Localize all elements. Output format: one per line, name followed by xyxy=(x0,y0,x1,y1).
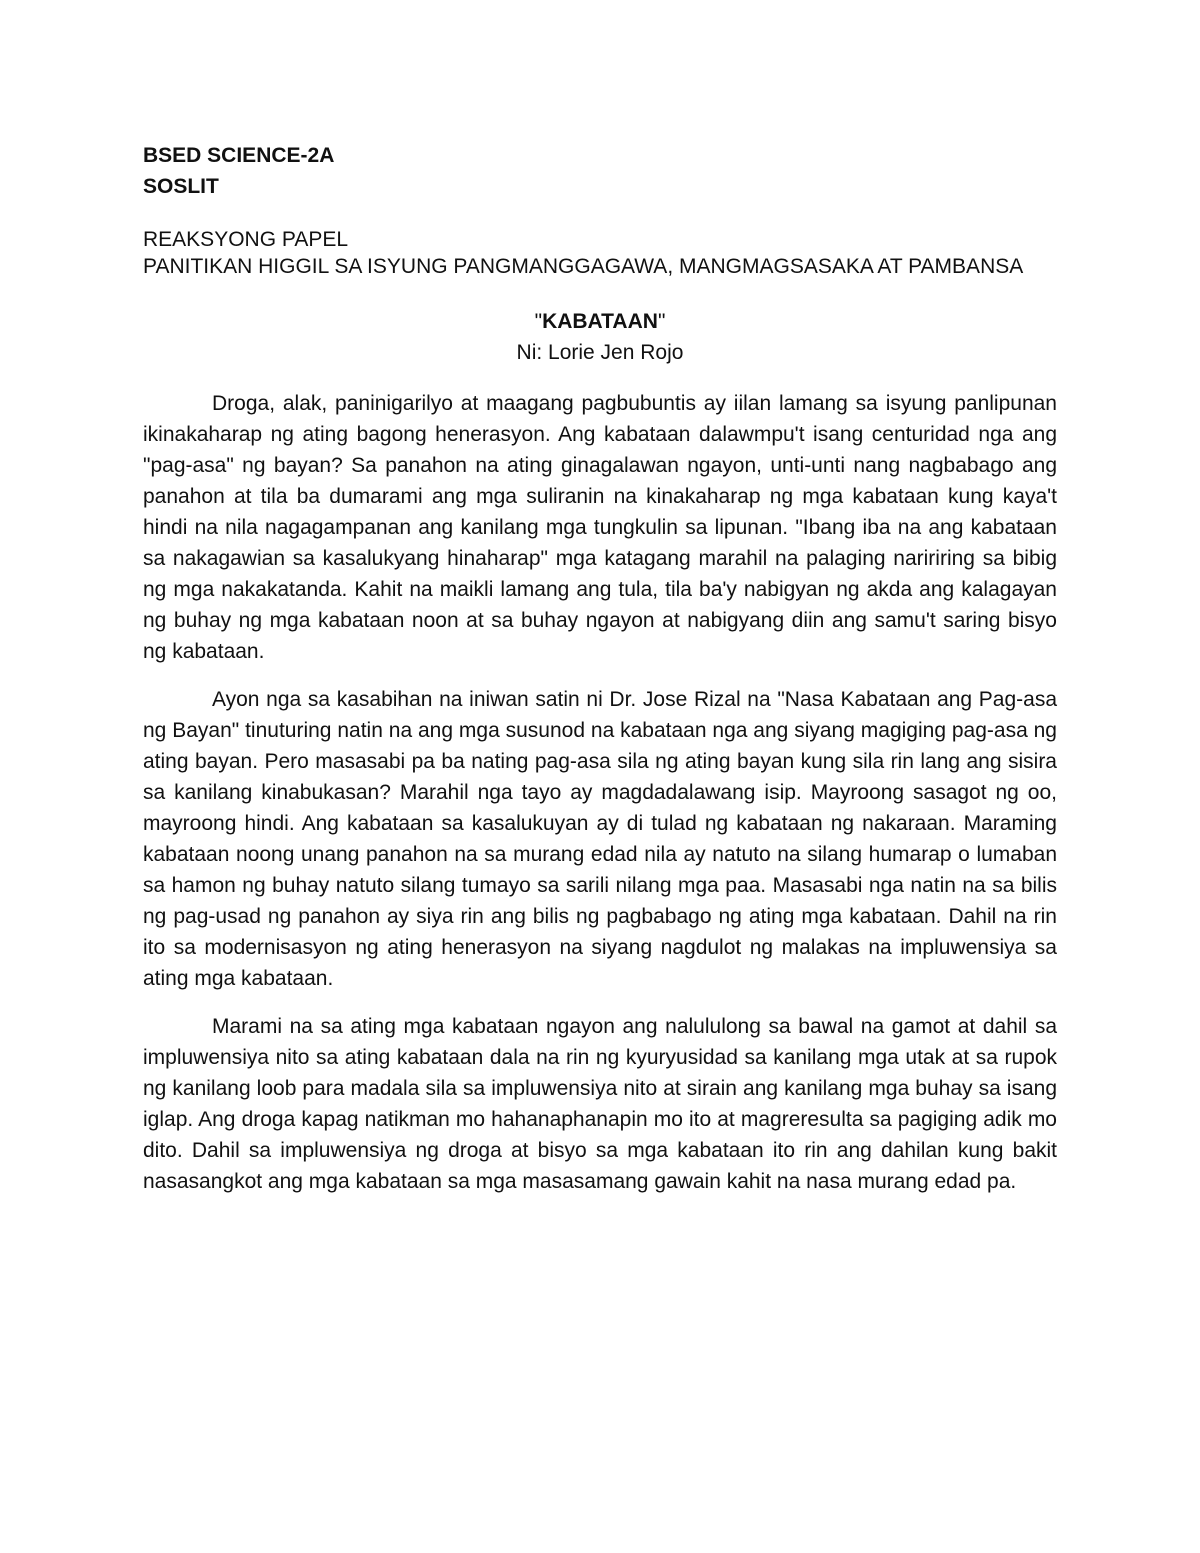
title-open-quote: " xyxy=(534,310,543,333)
document-page xyxy=(143,140,1057,1214)
course-section: BSED SCIENCE-2A xyxy=(143,144,335,167)
author-byline: Ni: Lorie Jen Rojo xyxy=(516,341,684,364)
paper-type: REAKSYONG PAPEL xyxy=(143,228,349,251)
title-text: KABATAAN xyxy=(542,310,658,333)
paper-topic: PANITIKAN HIGGIL SA ISYUNG PANGMANGGAGAWA, MANGMAGSASAKA AT PAMBANSA xyxy=(143,255,1024,278)
subject-code: SOSLIT xyxy=(143,175,219,198)
body-paragraph-2: Ayon nga sa kasabihan na iniwan satin ni Dr. Jose Rizal na "Nasa Kabataan ang Pag-asa ng Bayan" tinuturing natin na ang mga susunod na kabataan nga ang siyang magiging pag-asa ng ating bayan. Pero masasabi pa ba nating pag-asa sila ng ating bayan kung sila rin lang ang sisira sa kanilang kinabukasan? Marahil nga tayo ay magdadalawang isip. Mayroong sasagot ng oo, mayroong hindi. Ang kabataan sa kasalukuyan ay di tulad ng kabataan ng nakaraan. Maraming kabataan noong unang panahon na sa murang edad nila ay natuto na silang humarap o lumaban sa hamon ng buhay natuto silang tumayo sa sarili nilang mga paa. Masasabi nga natin na sa bilis ng pag-usad ng panahon ay siya rin ang bilis ng pagbabago ng ating mga kabataan. Dahil na rin ito sa modernisasyon ng ating henerasyon na siyang nagdulot ng malakas na impluwensiya sa ating mga kabataan. xyxy=(143,688,1057,990)
title-close-quote: " xyxy=(657,310,666,333)
spacer xyxy=(143,280,1057,306)
body-paragraph-3: Marami na sa ating mga kabataan ngayon ang nalululong sa bawal na gamot at dahil sa impluwensiya nito sa ating kabataan dala na rin ng kyuryusidad sa kanilang mga utak at sa rupok ng kanilang loob para madala sila sa impluwensiya nito at sirain ang kanilang mga buhay sa isang iglap. Ang droga kapag natikman mo hahanaphanapin mo ito at magreresulta sa pagiging adik mo dito. Dahil sa impluwensiya ng droga at bisyo sa mga kabataan ito rin ang dahilan kung bakit nasasangkot ang mga kabataan sa mga masasamang gawain kahit na nasa murang edad pa. xyxy=(143,1015,1057,1193)
essay-title xyxy=(143,306,1057,337)
spacer xyxy=(143,202,1057,226)
body-paragraph-1: Droga, alak, paninigarilyo at maagang pagbubuntis ay iilan lamang sa isyung panlipunan ikinakaharap ng ating bagong henerasyon. Ang kabataan dalawmpu't isang centuridad nga ang "pag-asa" ng bayan? Sa panahon na ating ginagalawan ngayon, unti-unti nang nagbabago ang panahon at tila ba dumarami ang mga suliranin na kinakaharap ng mga kabataan kung kaya't hindi na nila nagagampanan ang kanilang mga tungkulin sa lipunan. "Ibang iba na ang kabataan sa nakagawian sa kasalukyang hinaharap" mga katagang marahil na palaging naririring sa bibig ng mga nakakatanda. Kahit na maikli lamang ang tula, tila ba'y nabigyan ng akda ang kalagayan ng buhay ng mga kabataan noon at sa buhay ngayon at nabigyang diin ang samu't saring bisyo ng kabataan. xyxy=(143,392,1057,663)
